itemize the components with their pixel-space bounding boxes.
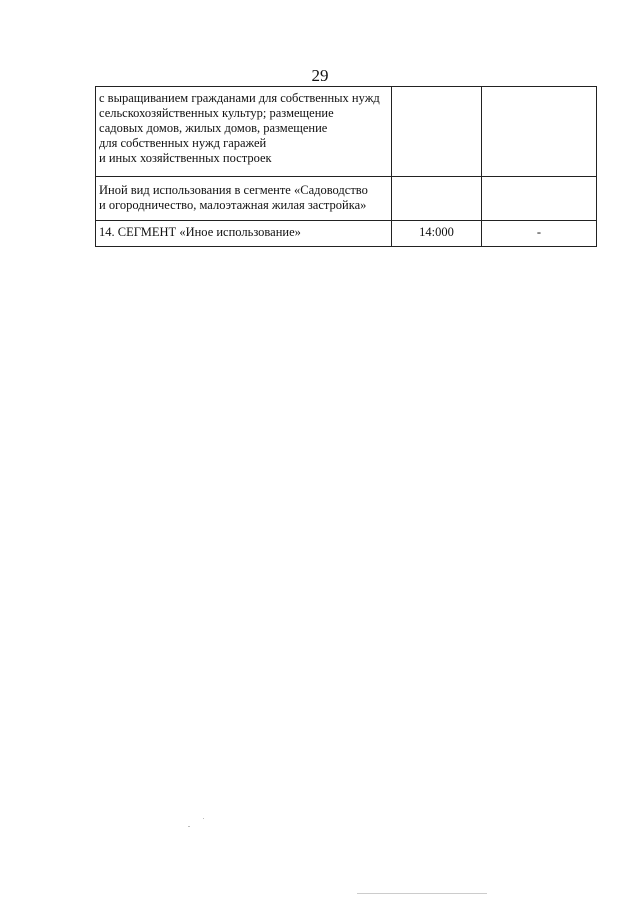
- row-note: -: [482, 221, 597, 247]
- scan-speck: [188, 826, 190, 827]
- row-code: [392, 87, 482, 177]
- scan-speck: [203, 818, 204, 819]
- row-description: 14. СЕГМЕНТ «Иное использование»: [96, 221, 392, 247]
- row-code: 14:000: [392, 221, 482, 247]
- table-row: [96, 87, 597, 177]
- segment-table: [95, 86, 597, 247]
- page-number: 29: [311, 66, 329, 85]
- row-code: [392, 177, 482, 221]
- row-description: Иной вид использования в сегменте «Садоводство и огородничество, малоэтажная жилая застройка»: [96, 177, 392, 221]
- row-note: [482, 177, 597, 221]
- row-description: с выращиванием гражданами для собственных нужд сельскохозяйственных культур; размещение садовых домов, жилых домов, размещение для собственных нужд гаражей и иных хозяйственных построек: [96, 87, 392, 177]
- table-row: [96, 177, 597, 221]
- table-row: [96, 221, 597, 247]
- scan-speck: [357, 893, 487, 894]
- row-note: [482, 87, 597, 177]
